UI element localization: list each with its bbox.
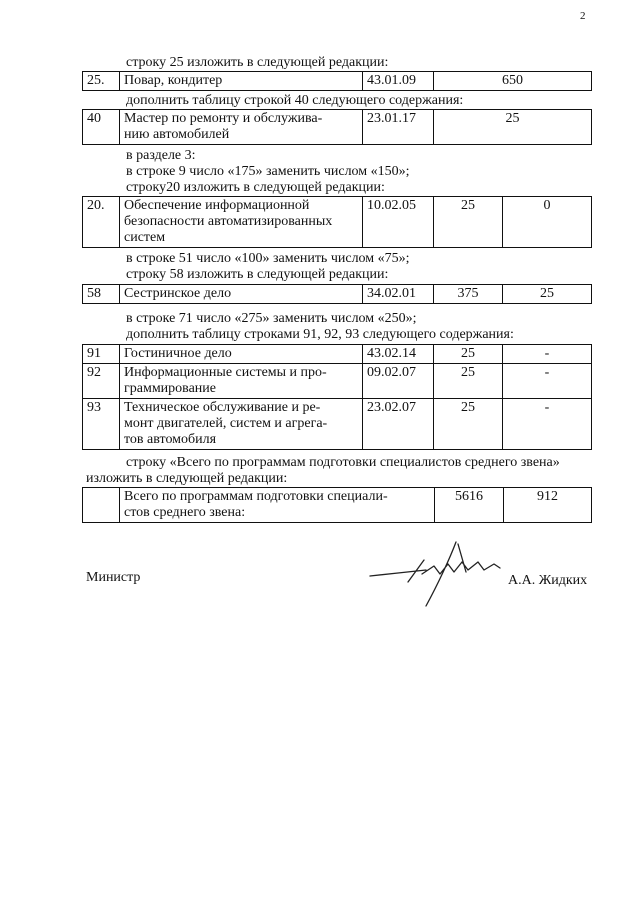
value-cell: 25 bbox=[434, 110, 592, 145]
program-name: Обеспечение информационной безопасности автоматизированных систем bbox=[120, 197, 363, 248]
table-row-20 bbox=[82, 196, 592, 248]
row-number: 92 bbox=[83, 364, 120, 399]
program-code: 09.02.07 bbox=[363, 364, 434, 399]
instruction-line: в строке 71 число «275» заменить числом «250»; bbox=[126, 311, 417, 326]
instruction-row-20: строку20 изложить в следующей редакции: bbox=[126, 180, 385, 195]
value-cell: 650 bbox=[434, 72, 592, 91]
program-name: Повар, кондитер bbox=[120, 72, 363, 91]
signer-name: А.А. Жидких bbox=[508, 573, 588, 588]
program-name: Техническое обслуживание и ре- монт двигателей, систем и агрега- тов автомобиля bbox=[120, 399, 363, 450]
program-code: 23.01.17 bbox=[363, 110, 434, 145]
program-name: Гостиничное дело bbox=[120, 345, 363, 364]
program-code: 23.02.07 bbox=[363, 399, 434, 450]
row-number: 20. bbox=[83, 197, 120, 248]
value-cell: 912 bbox=[504, 488, 592, 523]
value-cell: - bbox=[503, 345, 592, 364]
table-row bbox=[83, 364, 592, 399]
program-name: Сестринское дело bbox=[120, 285, 363, 304]
row-number: 93 bbox=[83, 399, 120, 450]
instruction-rows-91-93: дополнить таблицу строками 91, 92, 93 следующего содержания: bbox=[126, 327, 514, 342]
value-cell: 25 bbox=[434, 197, 503, 248]
table-row-58 bbox=[82, 284, 592, 304]
program-code: 10.02.05 bbox=[363, 197, 434, 248]
table-row bbox=[83, 345, 592, 364]
row-number: 91 bbox=[83, 345, 120, 364]
table-row-25 bbox=[82, 71, 592, 91]
program-name: Информационные системы и про- граммирование bbox=[120, 364, 363, 399]
page-number: 2 bbox=[580, 10, 586, 22]
program-code: 34.02.01 bbox=[363, 285, 434, 304]
value-cell: 25 bbox=[434, 364, 503, 399]
instruction-line: в строке 9 число «175» заменить числом «150»; bbox=[126, 164, 410, 179]
row-number: 58 bbox=[83, 285, 120, 304]
value-cell: 375 bbox=[434, 285, 503, 304]
table-row bbox=[83, 399, 592, 450]
program-code: 43.02.14 bbox=[363, 345, 434, 364]
instruction-row-58: строку 58 изложить в следующей редакции: bbox=[126, 267, 389, 282]
program-name: Мастер по ремонту и обслужива- нию автомобилей bbox=[120, 110, 363, 145]
signature-image bbox=[368, 538, 508, 610]
value-cell: - bbox=[503, 364, 592, 399]
value-cell: 25 bbox=[503, 285, 592, 304]
table-total bbox=[82, 487, 592, 523]
value-cell: 25 bbox=[434, 399, 503, 450]
signer-title: Министр bbox=[86, 570, 141, 585]
value-cell: 0 bbox=[503, 197, 592, 248]
table-rows-91-93 bbox=[82, 344, 592, 450]
section-heading: в разделе 3: bbox=[126, 148, 196, 163]
row-number bbox=[83, 488, 120, 523]
instruction-row-25: строку 25 изложить в следующей редакции: bbox=[126, 55, 389, 70]
value-cell: 25 bbox=[434, 345, 503, 364]
program-name: Всего по программам подготовки специали- стов среднего звена: bbox=[120, 488, 435, 523]
table-row-40 bbox=[82, 109, 592, 145]
instruction-row-40: дополнить таблицу строкой 40 следующего содержания: bbox=[126, 93, 464, 108]
value-cell: - bbox=[503, 399, 592, 450]
program-code: 43.01.09 bbox=[363, 72, 434, 91]
value-cell: 5616 bbox=[435, 488, 504, 523]
instruction-total-line-1: строку «Всего по программам подготовки специалистов среднего звена» bbox=[126, 455, 560, 470]
row-number: 40 bbox=[83, 110, 120, 145]
row-number: 25. bbox=[83, 72, 120, 91]
instruction-line: в строке 51 число «100» заменить числом «75»; bbox=[126, 251, 410, 266]
instruction-total-line-2: изложить в следующей редакции: bbox=[86, 471, 288, 486]
